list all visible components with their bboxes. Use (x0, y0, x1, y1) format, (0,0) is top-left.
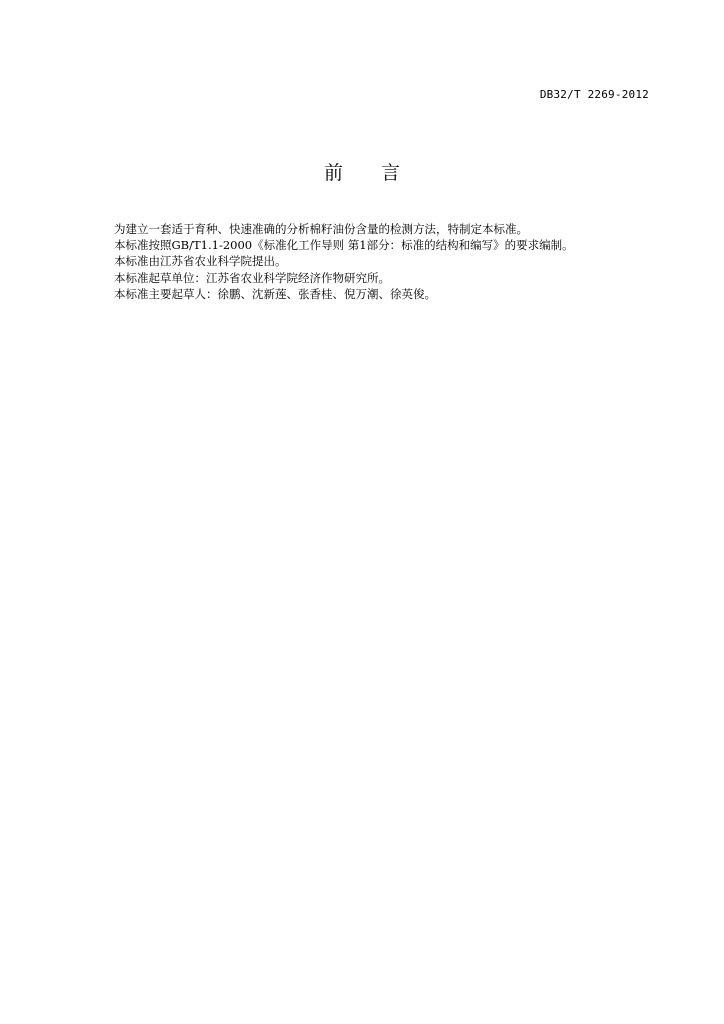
paragraph-proposer: 本标准由江苏省农业科学院提出。 (114, 254, 287, 269)
title-char-2: 言 (381, 162, 401, 184)
title-char-1: 前 (323, 162, 343, 184)
document-code: DB32/T 2269-2012 (539, 88, 649, 101)
paragraph-purpose: 为建立一套适于育种、快速准确的分析棉籽油份含量的检测方法，特制定本标准。 (114, 222, 528, 236)
foreword-body (114, 221, 654, 302)
paragraph-drafters: 本标准主要起草人：徐鹏、沈新莲、张香桂、倪万潮、徐英俊。 (114, 286, 436, 301)
page-title (0, 158, 724, 185)
paragraph-drafting-rules: 本标准按照GB/T1.1-2000《标准化工作导则 第1部分：标准的结构和编写》的要求编制。 (114, 238, 574, 253)
paragraph-drafting-unit: 本标准起草单位：江苏省农业科学院经济作物研究所。 (114, 270, 390, 285)
